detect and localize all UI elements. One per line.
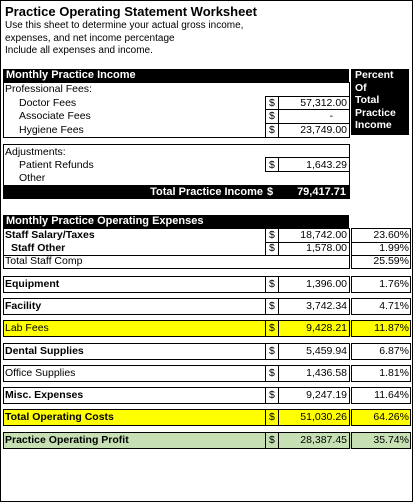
intro-text [5,20,305,58]
dollar-divider [278,432,279,449]
staff-other-percent: 1.99% [379,242,409,254]
hygiene-fees-label: Hygiene Fees [19,124,84,136]
dollar-divider [278,409,279,426]
dollar-divider [265,298,266,315]
dollar-sign: $ [265,186,278,199]
dollar-sign: $ [269,434,275,446]
dollar-sign: $ [269,110,275,122]
dollar-divider [278,365,279,382]
associate-fees-amount: - [329,110,333,122]
income-header: Monthly Practice Income [3,69,349,82]
percent-header-line: Income [355,119,392,132]
office-supplies-amount: 1,436.58 [306,367,347,379]
worksheet-title: Practice Operating Statement Worksheet [5,4,257,19]
dollar-sign: $ [269,411,275,423]
dollar-divider [278,320,279,337]
staff-other-label: Staff Other [11,242,66,254]
percent-header-line: Practice [355,106,396,119]
staff-salary-percent: 23.60% [373,229,409,241]
practice-operating-profit-amount: 28,387.45 [300,434,347,446]
dollar-sign: $ [269,345,275,357]
misc-expenses-amount: 9,247.19 [306,389,347,401]
dollar-divider [278,157,279,171]
dollar-divider [265,365,266,382]
dollar-divider [278,387,279,404]
expenses-header: Monthly Practice Operating Expenses [3,215,349,228]
dollar-divider [265,276,266,293]
percent-header-line: Of [355,81,367,94]
misc-expenses-percent: 11.64% [374,389,409,401]
office-supplies-percent: 1.81% [379,367,409,379]
staff-other-amount: 1,578.00 [306,242,347,254]
dental-supplies-percent: 6.87% [379,345,409,357]
dollar-sign: $ [269,367,275,379]
total-practice-income-label: Total Practice Income [3,186,265,199]
staff-salary-label: Staff Salary/Taxes [5,229,95,241]
professional-fees-label: Professional Fees: [5,83,92,95]
dollar-divider [265,387,266,404]
practice-operating-profit-percent: 35.74% [373,434,409,446]
dollar-divider [265,409,266,426]
total-practice-income-amount: 79,417.71 [278,186,350,199]
dollar-divider [265,157,266,171]
row-divider [265,171,350,172]
percent-header-line: Percent [355,69,394,81]
intro-line: Include all expenses and income. [5,45,153,56]
dental-supplies-label: Dental Supplies [5,345,84,357]
dental-supplies-amount: 5,459.94 [306,345,347,357]
dollar-divider [265,432,266,449]
equipment-amount: 1,396.00 [306,278,347,290]
dollar-divider [278,276,279,293]
dollar-sign: $ [269,97,275,109]
total-staff-comp-label: Total Staff Comp [5,255,83,267]
dollar-sign: $ [269,278,275,290]
patient-refunds-label: Patient Refunds [19,159,94,171]
dollar-sign: $ [269,300,275,312]
total-staff-comp-percent: 25.59% [373,255,409,267]
office-supplies-label: Office Supplies [5,367,76,379]
dollar-sign: $ [269,322,275,334]
staff-salary-amount: 18,742.00 [300,229,347,241]
equipment-percent: 1.76% [379,278,409,290]
total-operating-costs-percent: 64.26% [373,411,409,423]
dollar-sign: $ [269,159,275,171]
lab-fees-amount: 9,428.21 [306,322,347,334]
adjustments-label: Adjustments: [5,146,66,158]
lab-fees-label: Lab Fees [5,322,49,334]
dollar-sign: $ [269,242,275,254]
dollar-divider [265,96,266,138]
misc-expenses-label: Misc. Expenses [5,389,84,401]
intro-line: Use this sheet to determine your actual gross income, [5,20,244,31]
hygiene-fees-amount: 23,749.00 [300,124,347,136]
other-adjustment-label: Other [19,172,46,184]
facility-label: Facility [5,300,42,312]
facility-percent: 4.71% [379,300,409,312]
dollar-divider [265,343,266,360]
lab-fees-percent: 11.87% [374,322,409,334]
total-operating-costs-amount: 51,030.26 [300,411,347,423]
facility-amount: 3,742.34 [306,300,347,312]
associate-fees-label: Associate Fees [19,110,91,122]
percent-of-total-header [351,69,409,135]
dollar-divider [278,96,279,138]
doctor-fees-label: Doctor Fees [19,97,77,109]
equipment-label: Equipment [5,278,60,290]
dollar-divider [278,343,279,360]
dollar-divider [278,298,279,315]
intro-line: expenses, and net income percentage [5,32,175,44]
dollar-sign: $ [269,124,275,136]
dollar-divider [265,320,266,337]
practice-operating-profit-label: Practice Operating Profit [5,434,129,446]
percent-header-line: Total [355,94,380,107]
patient-refunds-amount: 1,643.29 [306,159,347,171]
total-operating-costs-label: Total Operating Costs [5,411,114,423]
dollar-sign: $ [269,229,275,241]
doctor-fees-amount: 57,312.00 [300,97,347,109]
dollar-sign: $ [269,389,275,401]
